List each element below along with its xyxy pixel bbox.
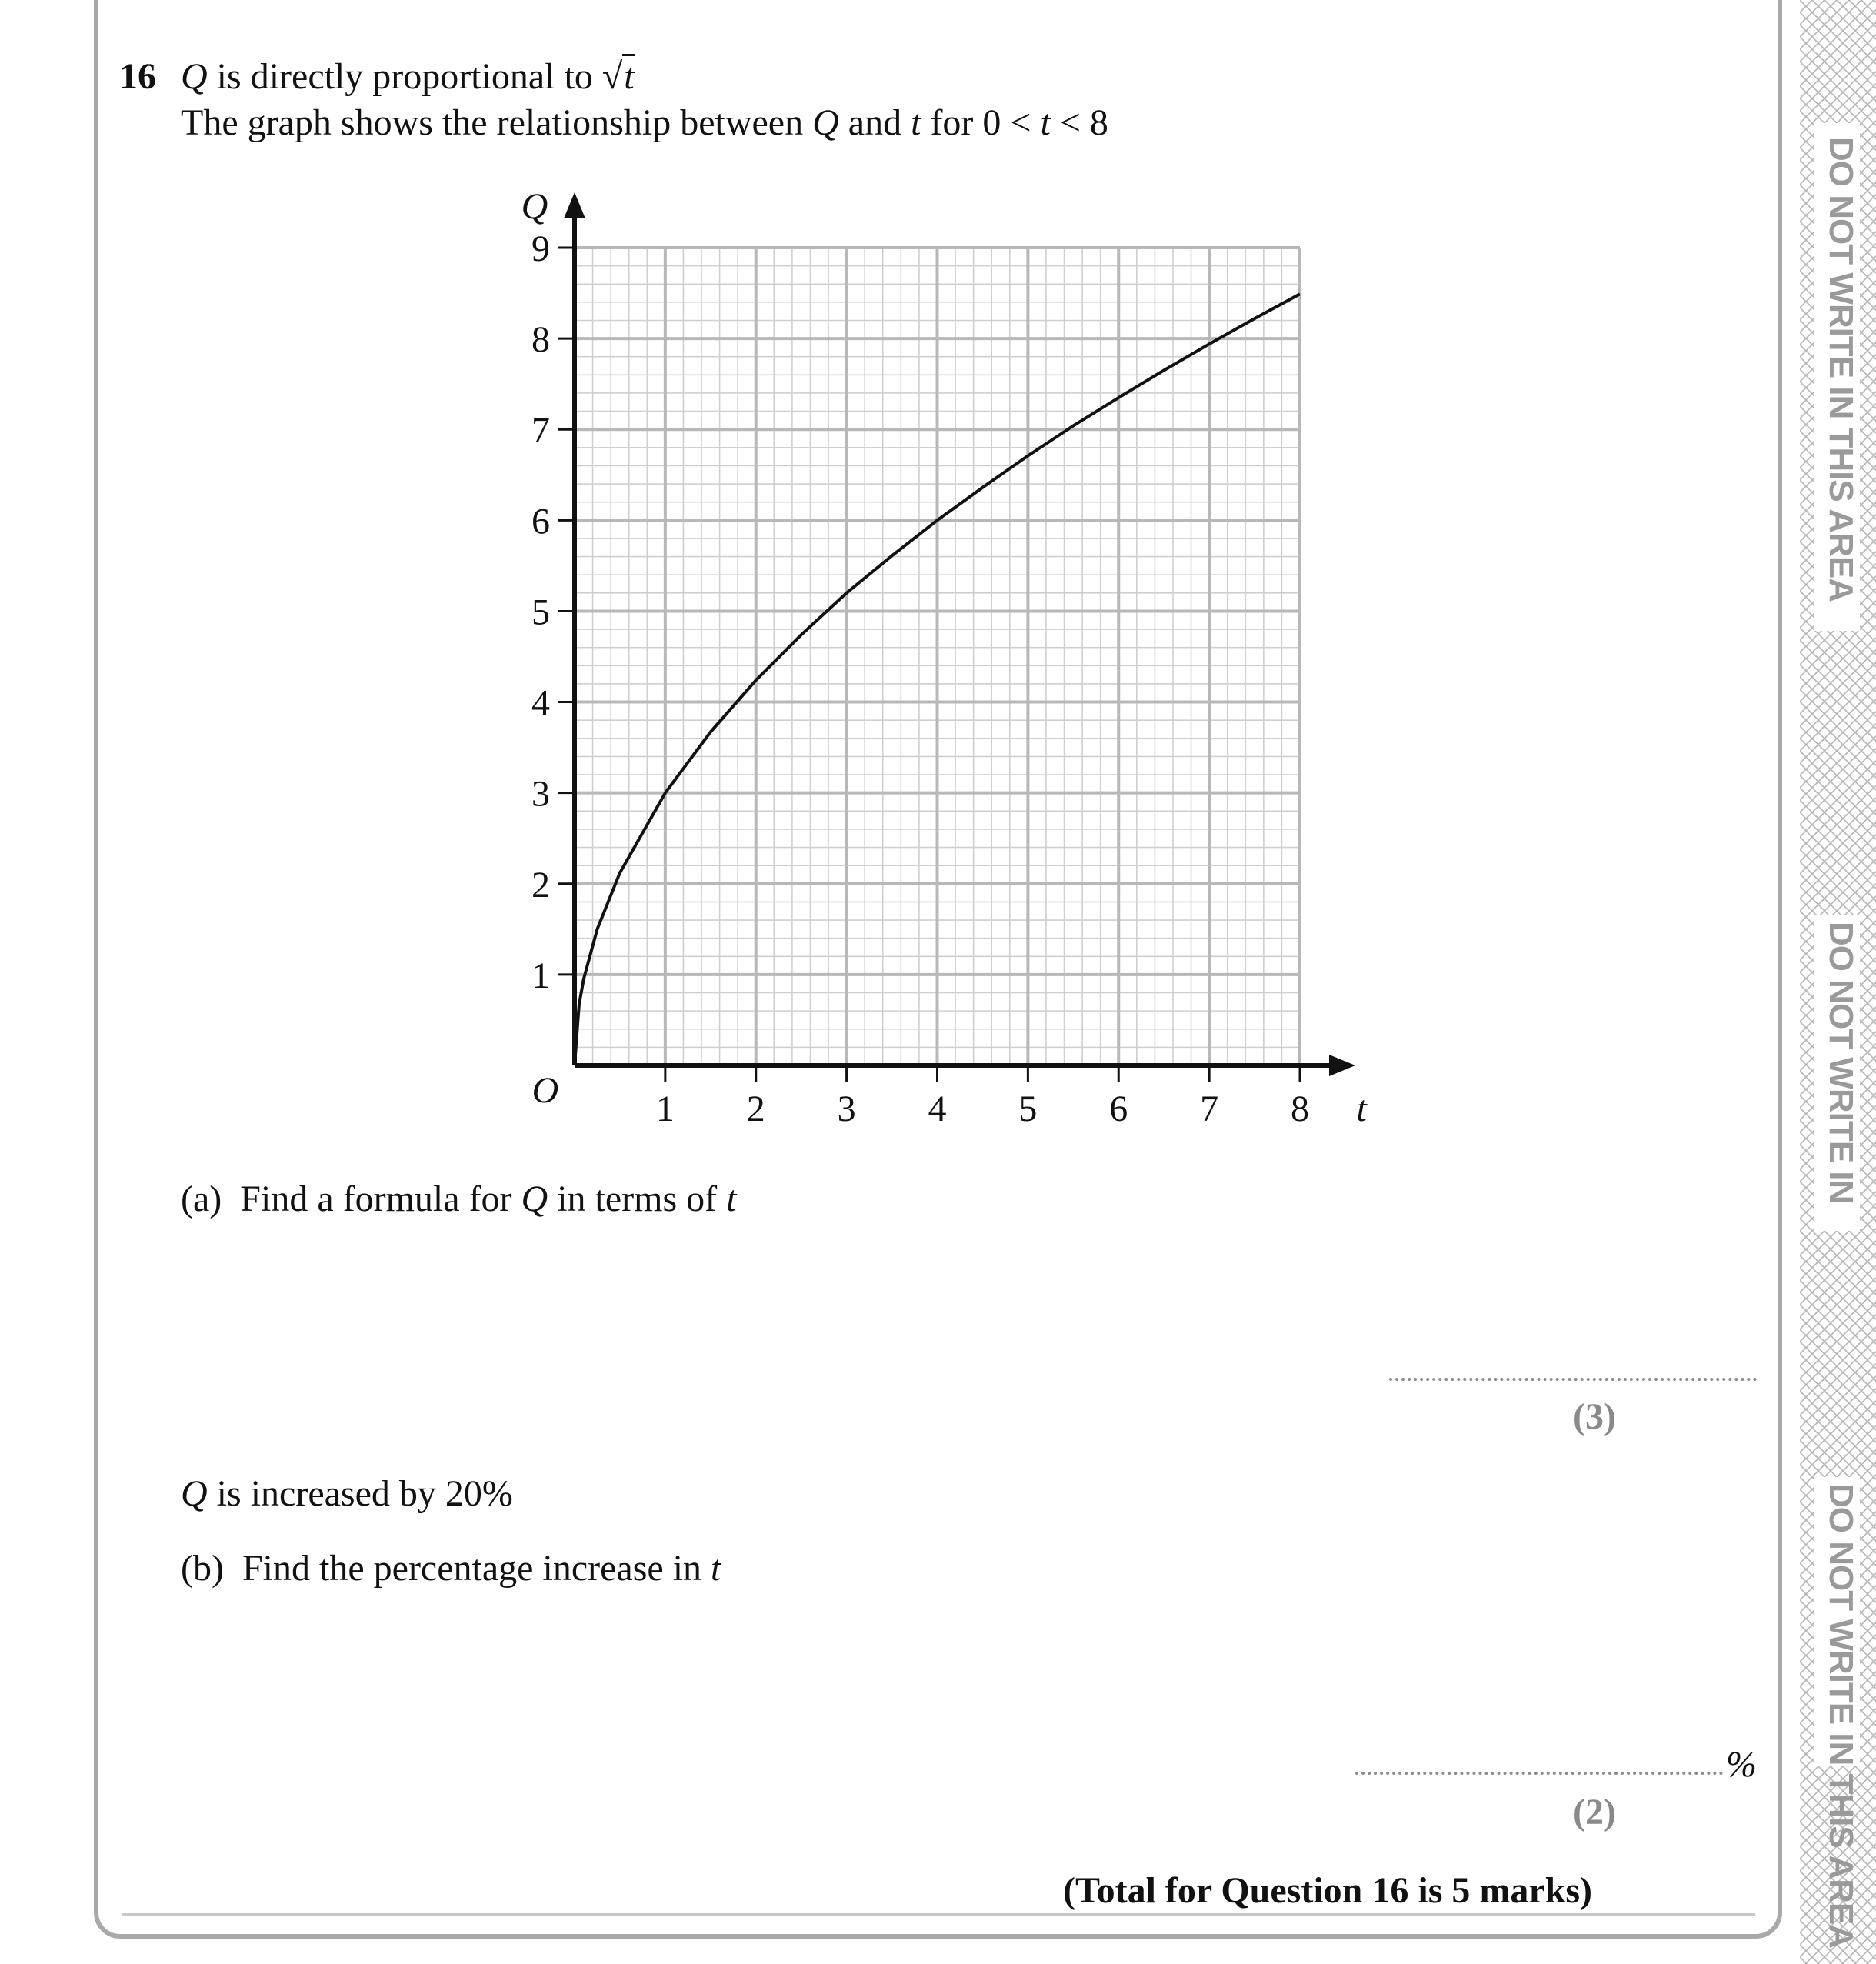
do-not-write-margin bbox=[1800, 0, 1876, 1964]
statement-var-q: Q bbox=[181, 1473, 208, 1514]
part-a-label: (a) bbox=[181, 1179, 222, 1219]
y-tick-label: 8 bbox=[531, 319, 550, 361]
y-axis-label: Q bbox=[521, 186, 548, 227]
answer-line-b[interactable] bbox=[1355, 1772, 1723, 1775]
y-tick-label: 3 bbox=[531, 773, 550, 815]
var-t: t bbox=[911, 102, 921, 143]
sqrt-argument: t bbox=[622, 54, 634, 97]
x-tick-label: 3 bbox=[837, 1089, 856, 1129]
total-marks: (Total for Question 16 is 5 marks) bbox=[1063, 1870, 1593, 1911]
y-tick-label: 1 bbox=[531, 955, 550, 996]
margin-label-3: DO NOT WRITE IN THIS AREA bbox=[1822, 1483, 1860, 1949]
part-b-label: (b) bbox=[181, 1548, 224, 1589]
question-number: 16 bbox=[119, 56, 156, 97]
line2-post: for 0 < bbox=[921, 102, 1041, 143]
line2-end: < 8 bbox=[1050, 102, 1108, 143]
origin-label: O bbox=[531, 1070, 559, 1111]
x-axis-label: t bbox=[1356, 1089, 1367, 1129]
part-b-question bbox=[181, 1550, 721, 1587]
part-a-text: Find a formula for bbox=[240, 1179, 521, 1219]
statement-text: is increased by 20% bbox=[207, 1473, 513, 1514]
part-a-var-q: Q bbox=[521, 1179, 548, 1219]
x-tick-label: 5 bbox=[1018, 1089, 1038, 1129]
part-a-question bbox=[181, 1181, 737, 1218]
x-tick-label: 1 bbox=[655, 1089, 675, 1129]
y-tick-label: 4 bbox=[531, 682, 550, 724]
y-tick-label: 7 bbox=[531, 410, 550, 452]
part-a-text-mid: in terms of bbox=[548, 1179, 727, 1219]
part-b-text: Find the percentage increase in bbox=[242, 1548, 711, 1589]
bottom-rule bbox=[122, 1913, 1755, 1916]
y-tick-label: 2 bbox=[531, 864, 550, 905]
y-tick-label: 5 bbox=[531, 592, 550, 633]
part-a-var-t: t bbox=[726, 1179, 737, 1219]
line2-mid: and bbox=[838, 102, 911, 143]
marks-b: (2) bbox=[1573, 1792, 1616, 1832]
x-tick-label: 2 bbox=[746, 1089, 765, 1129]
x-tick-label: 6 bbox=[1109, 1089, 1128, 1129]
y-tick-label: 6 bbox=[531, 501, 550, 542]
part-b-var-t: t bbox=[711, 1548, 721, 1589]
increase-statement bbox=[181, 1473, 513, 1514]
x-tick-label: 8 bbox=[1291, 1089, 1309, 1129]
x-axis-arrow bbox=[1329, 1055, 1355, 1076]
line2-pre: The graph shows the relationship between bbox=[181, 102, 813, 143]
var-t-2: t bbox=[1040, 102, 1051, 143]
margin-label-2: DO NOT WRITE IN bbox=[1822, 922, 1860, 1204]
y-axis-arrow bbox=[564, 192, 585, 218]
line1-text: is directly proportional to bbox=[207, 56, 602, 97]
margin-label-1: DO NOT WRITE IN THIS AREA bbox=[1822, 137, 1860, 602]
sqrt-symbol: √ bbox=[601, 56, 623, 97]
x-tick-label: 7 bbox=[1200, 1089, 1219, 1129]
x-tick-label: 4 bbox=[928, 1089, 947, 1129]
y-tick-label: 9 bbox=[531, 228, 550, 269]
percent-unit: % bbox=[1726, 1744, 1757, 1785]
var-q: Q bbox=[181, 56, 208, 97]
marks-a: (3) bbox=[1573, 1396, 1616, 1437]
var-q-2: Q bbox=[812, 102, 839, 143]
answer-line-a[interactable] bbox=[1389, 1378, 1757, 1381]
axes bbox=[564, 192, 1355, 1076]
